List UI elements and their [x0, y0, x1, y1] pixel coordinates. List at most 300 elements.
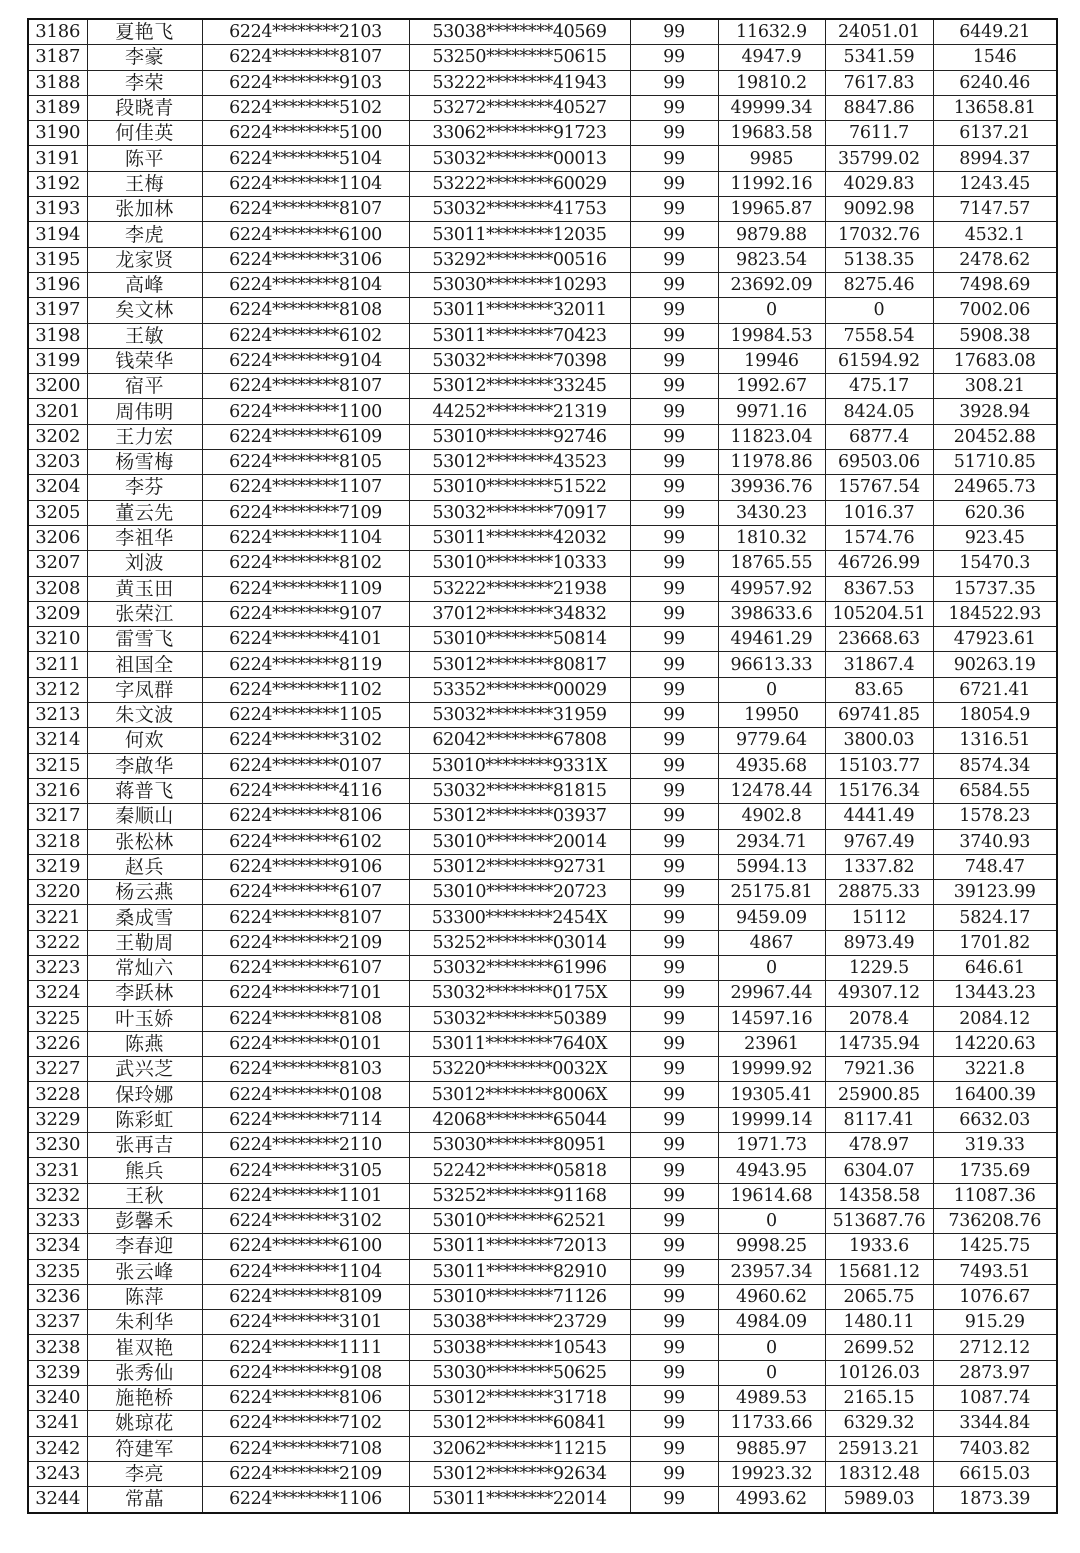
amount-3-cell: 7498.69	[933, 272, 1057, 297]
card-number-cell: 6224********8107	[202, 45, 409, 70]
code-cell: 99	[630, 1031, 718, 1056]
amount-1-cell: 1971.73	[718, 1133, 825, 1158]
code-cell: 99	[630, 298, 718, 323]
card-number-cell: 6224********6107	[202, 955, 409, 980]
amount-1-cell: 0	[718, 1335, 825, 1360]
amount-3-cell: 1087.74	[933, 1386, 1057, 1411]
name-cell: 张再吉	[87, 1133, 202, 1158]
row-number-cell: 3228	[28, 1082, 87, 1107]
amount-2-cell: 8275.46	[825, 272, 933, 297]
card-number-cell: 6224********4101	[202, 627, 409, 652]
name-cell: 常灿六	[87, 955, 202, 980]
name-cell: 黄玉田	[87, 576, 202, 601]
amount-3-cell: 3928.94	[933, 399, 1057, 424]
name-cell: 何欢	[87, 728, 202, 753]
card-number-cell: 6224********6102	[202, 829, 409, 854]
table-body	[28, 19, 1057, 1513]
amount-1-cell: 9971.16	[718, 399, 825, 424]
code-cell: 99	[630, 70, 718, 95]
table-row	[28, 854, 1057, 879]
card-number-cell: 6224********8107	[202, 905, 409, 930]
amount-2-cell: 2699.52	[825, 1335, 933, 1360]
id-number-cell: 53030********80951	[409, 1133, 630, 1158]
table-row	[28, 298, 1057, 323]
id-number-cell: 53012********92634	[409, 1461, 630, 1486]
amount-3-cell: 6615.03	[933, 1461, 1057, 1486]
row-number-cell: 3225	[28, 1006, 87, 1031]
amount-3-cell: 2873.97	[933, 1360, 1057, 1385]
code-cell: 99	[630, 222, 718, 247]
amount-2-cell: 1016.37	[825, 500, 933, 525]
row-number-cell: 3207	[28, 551, 87, 576]
amount-1-cell: 1810.32	[718, 525, 825, 550]
amount-3-cell: 17683.08	[933, 348, 1057, 373]
row-number-cell: 3224	[28, 981, 87, 1006]
card-number-cell: 6224********3102	[202, 728, 409, 753]
row-number-cell: 3222	[28, 930, 87, 955]
code-cell: 99	[630, 1310, 718, 1335]
amount-2-cell: 105204.51	[825, 601, 933, 626]
amount-1-cell: 19984.53	[718, 323, 825, 348]
id-number-cell: 53222********60029	[409, 171, 630, 196]
row-number-cell: 3234	[28, 1234, 87, 1259]
code-cell: 99	[630, 677, 718, 702]
amount-1-cell: 23692.09	[718, 272, 825, 297]
amount-1-cell: 2934.71	[718, 829, 825, 854]
amount-1-cell: 0	[718, 1360, 825, 1385]
row-number-cell: 3209	[28, 601, 87, 626]
id-number-cell: 53032********41753	[409, 197, 630, 222]
amount-1-cell: 49957.92	[718, 576, 825, 601]
name-cell: 李荣	[87, 70, 202, 95]
code-cell: 99	[630, 576, 718, 601]
amount-1-cell: 19999.14	[718, 1107, 825, 1132]
card-number-cell: 6224********1107	[202, 475, 409, 500]
amount-3-cell: 6449.21	[933, 19, 1057, 45]
code-cell: 99	[630, 1133, 718, 1158]
code-cell: 99	[630, 171, 718, 196]
amount-3-cell: 6632.03	[933, 1107, 1057, 1132]
table-row	[28, 905, 1057, 930]
name-cell: 蒋普飞	[87, 778, 202, 803]
amount-3-cell: 1243.45	[933, 171, 1057, 196]
row-number-cell: 3226	[28, 1031, 87, 1056]
id-number-cell: 53010********20723	[409, 880, 630, 905]
name-cell: 施艳桥	[87, 1386, 202, 1411]
amount-2-cell: 25900.85	[825, 1082, 933, 1107]
card-number-cell: 6224********0107	[202, 753, 409, 778]
row-number-cell: 3238	[28, 1335, 87, 1360]
table-row	[28, 45, 1057, 70]
name-cell: 杨雪梅	[87, 450, 202, 475]
table-row	[28, 1360, 1057, 1385]
row-number-cell: 3236	[28, 1284, 87, 1309]
amount-1-cell: 9885.97	[718, 1436, 825, 1461]
row-number-cell: 3188	[28, 70, 87, 95]
name-cell: 张加林	[87, 197, 202, 222]
name-cell: 李豪	[87, 45, 202, 70]
name-cell: 何佳英	[87, 121, 202, 146]
amount-2-cell: 17032.76	[825, 222, 933, 247]
row-number-cell: 3232	[28, 1183, 87, 1208]
name-cell: 陈萍	[87, 1284, 202, 1309]
name-cell: 符建军	[87, 1436, 202, 1461]
amount-1-cell: 18765.55	[718, 551, 825, 576]
amount-1-cell: 11823.04	[718, 424, 825, 449]
row-number-cell: 3244	[28, 1487, 87, 1513]
amount-2-cell: 35799.02	[825, 146, 933, 171]
name-cell: 保玲娜	[87, 1082, 202, 1107]
code-cell: 99	[630, 374, 718, 399]
name-cell: 武兴芝	[87, 1057, 202, 1082]
card-number-cell: 6224********1104	[202, 525, 409, 550]
amount-2-cell: 2078.4	[825, 1006, 933, 1031]
card-number-cell: 6224********6107	[202, 880, 409, 905]
amount-2-cell: 15112	[825, 905, 933, 930]
amount-3-cell: 7002.06	[933, 298, 1057, 323]
row-number-cell: 3189	[28, 95, 87, 120]
id-number-cell: 53012********60841	[409, 1411, 630, 1436]
code-cell: 99	[630, 778, 718, 803]
row-number-cell: 3200	[28, 374, 87, 399]
code-cell: 99	[630, 601, 718, 626]
name-cell: 刘波	[87, 551, 202, 576]
name-cell: 龙家贤	[87, 247, 202, 272]
table-row	[28, 1436, 1057, 1461]
row-number-cell: 3210	[28, 627, 87, 652]
id-number-cell: 53032********61996	[409, 955, 630, 980]
name-cell: 崔双艳	[87, 1335, 202, 1360]
amount-1-cell: 19999.92	[718, 1057, 825, 1082]
amount-2-cell: 49307.12	[825, 981, 933, 1006]
card-number-cell: 6224********0108	[202, 1082, 409, 1107]
row-number-cell: 3212	[28, 677, 87, 702]
code-cell: 99	[630, 348, 718, 373]
amount-2-cell: 7921.36	[825, 1057, 933, 1082]
amount-3-cell: 7147.57	[933, 197, 1057, 222]
row-number-cell: 3230	[28, 1133, 87, 1158]
amount-3-cell: 15737.35	[933, 576, 1057, 601]
card-number-cell: 6224********9108	[202, 1360, 409, 1385]
table-row	[28, 1335, 1057, 1360]
table-row	[28, 374, 1057, 399]
name-cell: 朱利华	[87, 1310, 202, 1335]
amount-1-cell: 25175.81	[718, 880, 825, 905]
card-number-cell: 6224********1104	[202, 1259, 409, 1284]
id-number-cell: 53032********50389	[409, 1006, 630, 1031]
amount-3-cell: 7493.51	[933, 1259, 1057, 1284]
amount-1-cell: 4993.62	[718, 1487, 825, 1513]
row-number-cell: 3202	[28, 424, 87, 449]
id-number-cell: 53012********31718	[409, 1386, 630, 1411]
amount-1-cell: 9823.54	[718, 247, 825, 272]
table-row	[28, 146, 1057, 171]
id-number-cell: 33062********91723	[409, 121, 630, 146]
name-cell: 夏艳飞	[87, 19, 202, 45]
amount-1-cell: 0	[718, 1208, 825, 1233]
card-number-cell: 6224********7102	[202, 1411, 409, 1436]
code-cell: 99	[630, 1107, 718, 1132]
code-cell: 99	[630, 475, 718, 500]
table-row	[28, 450, 1057, 475]
amount-2-cell: 61594.92	[825, 348, 933, 373]
amount-1-cell: 4902.8	[718, 804, 825, 829]
card-number-cell: 6224********8102	[202, 551, 409, 576]
code-cell: 99	[630, 652, 718, 677]
card-number-cell: 6224********1111	[202, 1335, 409, 1360]
amount-3-cell: 8994.37	[933, 146, 1057, 171]
row-number-cell: 3218	[28, 829, 87, 854]
amount-2-cell: 513687.76	[825, 1208, 933, 1233]
amount-3-cell: 14220.63	[933, 1031, 1057, 1056]
table-row	[28, 1234, 1057, 1259]
name-cell: 王力宏	[87, 424, 202, 449]
card-number-cell: 6224********8103	[202, 1057, 409, 1082]
card-number-cell: 6224********4116	[202, 778, 409, 803]
amount-3-cell: 2712.12	[933, 1335, 1057, 1360]
card-number-cell: 6224********3102	[202, 1208, 409, 1233]
table-row	[28, 424, 1057, 449]
name-cell: 雷雪飞	[87, 627, 202, 652]
amount-3-cell: 748.47	[933, 854, 1057, 879]
amount-1-cell: 0	[718, 298, 825, 323]
row-number-cell: 3191	[28, 146, 87, 171]
row-number-cell: 3208	[28, 576, 87, 601]
name-cell: 赵兵	[87, 854, 202, 879]
table-row	[28, 399, 1057, 424]
amount-2-cell: 10126.03	[825, 1360, 933, 1385]
amount-3-cell: 16400.39	[933, 1082, 1057, 1107]
card-number-cell: 6224********2109	[202, 1461, 409, 1486]
code-cell: 99	[630, 1461, 718, 1486]
amount-2-cell: 25913.21	[825, 1436, 933, 1461]
name-cell: 王秋	[87, 1183, 202, 1208]
id-number-cell: 53030********10293	[409, 272, 630, 297]
card-number-cell: 6224********8104	[202, 272, 409, 297]
card-number-cell: 6224********8106	[202, 804, 409, 829]
id-number-cell: 53032********81815	[409, 778, 630, 803]
code-cell: 99	[630, 930, 718, 955]
amount-3-cell: 620.36	[933, 500, 1057, 525]
code-cell: 99	[630, 1057, 718, 1082]
id-number-cell: 53012********33245	[409, 374, 630, 399]
id-number-cell: 53010********92746	[409, 424, 630, 449]
name-cell: 陈燕	[87, 1031, 202, 1056]
card-number-cell: 6224********9103	[202, 70, 409, 95]
card-number-cell: 6224********9107	[202, 601, 409, 626]
row-number-cell: 3219	[28, 854, 87, 879]
amount-3-cell: 319.33	[933, 1133, 1057, 1158]
amount-2-cell: 1337.82	[825, 854, 933, 879]
name-cell: 李春迎	[87, 1234, 202, 1259]
row-number-cell: 3239	[28, 1360, 87, 1385]
name-cell: 李芬	[87, 475, 202, 500]
amount-1-cell: 1992.67	[718, 374, 825, 399]
card-number-cell: 6224********9104	[202, 348, 409, 373]
code-cell: 99	[630, 19, 718, 45]
code-cell: 99	[630, 1386, 718, 1411]
table-row	[28, 1107, 1057, 1132]
table-row	[28, 1411, 1057, 1436]
id-number-cell: 53222********41943	[409, 70, 630, 95]
card-number-cell: 6224********2110	[202, 1133, 409, 1158]
amount-1-cell: 29967.44	[718, 981, 825, 1006]
table-row	[28, 1183, 1057, 1208]
row-number-cell: 3217	[28, 804, 87, 829]
table-row	[28, 348, 1057, 373]
name-cell: 朱文波	[87, 703, 202, 728]
amount-1-cell: 11978.86	[718, 450, 825, 475]
amount-1-cell: 4947.9	[718, 45, 825, 70]
amount-2-cell: 24051.01	[825, 19, 933, 45]
row-number-cell: 3233	[28, 1208, 87, 1233]
amount-2-cell: 3800.03	[825, 728, 933, 753]
amount-1-cell: 19965.87	[718, 197, 825, 222]
amount-1-cell: 96613.33	[718, 652, 825, 677]
row-number-cell: 3193	[28, 197, 87, 222]
amount-2-cell: 14735.94	[825, 1031, 933, 1056]
amount-2-cell: 4441.49	[825, 804, 933, 829]
id-number-cell: 53011********32011	[409, 298, 630, 323]
amount-1-cell: 19950	[718, 703, 825, 728]
card-number-cell: 6224********0101	[202, 1031, 409, 1056]
table-row	[28, 19, 1057, 45]
card-number-cell: 6224********8108	[202, 1006, 409, 1031]
card-number-cell: 6224********8106	[202, 1386, 409, 1411]
name-cell: 桑成雪	[87, 905, 202, 930]
card-number-cell: 6224********8107	[202, 374, 409, 399]
card-number-cell: 6224********1104	[202, 171, 409, 196]
amount-1-cell: 12478.44	[718, 778, 825, 803]
code-cell: 99	[630, 1158, 718, 1183]
amount-2-cell: 5138.35	[825, 247, 933, 272]
name-cell: 张荣江	[87, 601, 202, 626]
code-cell: 99	[630, 981, 718, 1006]
amount-1-cell: 4984.09	[718, 1310, 825, 1335]
id-number-cell: 53011********42032	[409, 525, 630, 550]
code-cell: 99	[630, 829, 718, 854]
amount-3-cell: 39123.99	[933, 880, 1057, 905]
id-number-cell: 32062********11215	[409, 1436, 630, 1461]
id-number-cell: 53010********9331X	[409, 753, 630, 778]
amount-2-cell: 4029.83	[825, 171, 933, 196]
name-cell: 张松林	[87, 829, 202, 854]
table-row	[28, 1082, 1057, 1107]
row-number-cell: 3205	[28, 500, 87, 525]
code-cell: 99	[630, 525, 718, 550]
row-number-cell: 3201	[28, 399, 87, 424]
table-row	[28, 222, 1057, 247]
amount-2-cell: 5341.59	[825, 45, 933, 70]
table-row	[28, 1006, 1057, 1031]
table-row	[28, 1031, 1057, 1056]
name-cell: 张秀仙	[87, 1360, 202, 1385]
card-number-cell: 6224********1101	[202, 1183, 409, 1208]
amount-1-cell: 0	[718, 955, 825, 980]
name-cell: 矣文林	[87, 298, 202, 323]
row-number-cell: 3204	[28, 475, 87, 500]
table-row	[28, 323, 1057, 348]
row-number-cell: 3211	[28, 652, 87, 677]
amount-3-cell: 2478.62	[933, 247, 1057, 272]
amount-2-cell: 5989.03	[825, 1487, 933, 1513]
card-number-cell: 6224********6102	[202, 323, 409, 348]
id-number-cell: 53038********23729	[409, 1310, 630, 1335]
amount-3-cell: 13658.81	[933, 95, 1057, 120]
amount-1-cell: 4960.62	[718, 1284, 825, 1309]
amount-3-cell: 6137.21	[933, 121, 1057, 146]
row-number-cell: 3186	[28, 19, 87, 45]
row-number-cell: 3199	[28, 348, 87, 373]
table-row	[28, 1284, 1057, 1309]
amount-3-cell: 308.21	[933, 374, 1057, 399]
id-number-cell: 53300********2454X	[409, 905, 630, 930]
card-number-cell: 6224********8119	[202, 652, 409, 677]
row-number-cell: 3213	[28, 703, 87, 728]
table-row	[28, 171, 1057, 196]
code-cell: 99	[630, 1082, 718, 1107]
table-row	[28, 1310, 1057, 1335]
amount-2-cell: 8367.53	[825, 576, 933, 601]
table-row	[28, 1158, 1057, 1183]
table-row	[28, 1386, 1057, 1411]
amount-1-cell: 4989.53	[718, 1386, 825, 1411]
table-row	[28, 272, 1057, 297]
id-number-cell: 44252********21319	[409, 399, 630, 424]
id-number-cell: 53012********8006X	[409, 1082, 630, 1107]
row-number-cell: 3216	[28, 778, 87, 803]
table-row	[28, 981, 1057, 1006]
amount-3-cell: 2084.12	[933, 1006, 1057, 1031]
amount-1-cell: 11992.16	[718, 171, 825, 196]
amount-2-cell: 7617.83	[825, 70, 933, 95]
amount-3-cell: 20452.88	[933, 424, 1057, 449]
amount-1-cell: 9879.88	[718, 222, 825, 247]
amount-1-cell: 4935.68	[718, 753, 825, 778]
row-number-cell: 3195	[28, 247, 87, 272]
amount-1-cell: 23961	[718, 1031, 825, 1056]
code-cell: 99	[630, 146, 718, 171]
name-cell: 钱荣华	[87, 348, 202, 373]
amount-2-cell: 9767.49	[825, 829, 933, 854]
row-number-cell: 3192	[28, 171, 87, 196]
amount-2-cell: 6877.4	[825, 424, 933, 449]
amount-1-cell: 19810.2	[718, 70, 825, 95]
amount-1-cell: 11733.66	[718, 1411, 825, 1436]
amount-3-cell: 90263.19	[933, 652, 1057, 677]
code-cell: 99	[630, 804, 718, 829]
name-cell: 周伟明	[87, 399, 202, 424]
card-number-cell: 6224********1102	[202, 677, 409, 702]
amount-2-cell: 8847.86	[825, 95, 933, 120]
amount-2-cell: 15176.34	[825, 778, 933, 803]
amount-3-cell: 3740.93	[933, 829, 1057, 854]
code-cell: 99	[630, 1006, 718, 1031]
id-number-cell: 53032********31959	[409, 703, 630, 728]
amount-2-cell: 475.17	[825, 374, 933, 399]
card-number-cell: 6224********1109	[202, 576, 409, 601]
name-cell: 段晓青	[87, 95, 202, 120]
data-table	[27, 18, 1058, 1514]
amount-1-cell: 5994.13	[718, 854, 825, 879]
row-number-cell: 3235	[28, 1259, 87, 1284]
amount-2-cell: 7611.7	[825, 121, 933, 146]
code-cell: 99	[630, 1436, 718, 1461]
card-number-cell: 6224********1105	[202, 703, 409, 728]
code-cell: 99	[630, 1259, 718, 1284]
table-row	[28, 576, 1057, 601]
amount-2-cell: 6304.07	[825, 1158, 933, 1183]
